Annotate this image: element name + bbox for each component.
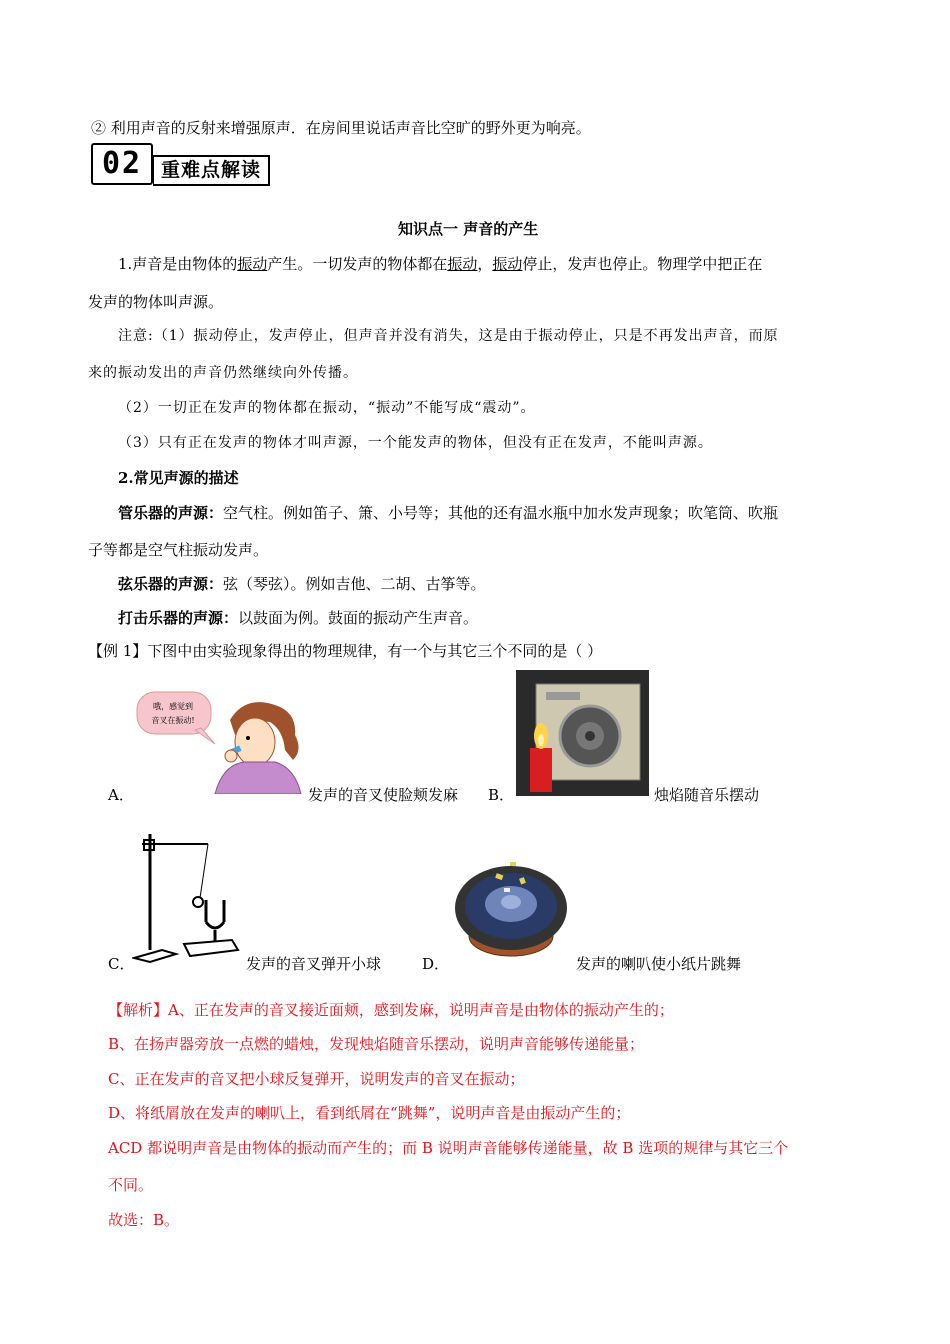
option-a-letter: A． [108, 786, 134, 804]
option-c-text: 发声的音叉弹开小球 [246, 955, 382, 973]
paragraph-1-cont: 发声的物体叫声源。 [88, 293, 224, 311]
analysis-line-5: ACD 都说明声音是由物体的振动而产生的；而 B 说明声音能够传递能量，故 B 选项的规律与其它三个 [108, 1139, 789, 1157]
note-1b: 来的振动发出的声音仍然继续向外传播。 [88, 365, 358, 381]
p1-text-e: 停止，发声也停止。物理学中把正在 [522, 255, 763, 273]
heading-2: 2.常见声源的描述 [118, 469, 239, 487]
kp1-title: 知识点一 声音的产生 [398, 220, 539, 238]
note-2: （2）一切正在发声的物体都在振动，“振动”不能写成“震动”。 [118, 400, 536, 416]
note-1a: 注意:（1）振动停止，发声停止，但声音并没有消失，这是由于振动停止，只是不再发出声音，而原 [118, 328, 779, 344]
p1-text-d: ， [477, 255, 493, 273]
section-number: 02 [91, 143, 153, 185]
wind-label: 管乐器的声源： [118, 504, 224, 522]
p1-text-a: 1.声音是由物体的 [118, 255, 238, 273]
percussion-label: 打击乐器的声源： [118, 609, 239, 627]
analysis-line-1: 【解析】A、正在发声的音叉接近面颊，感到发麻，说明声音是由物体的振动产生的； [108, 1001, 674, 1019]
wind-text: 空气柱。例如笛子、箫、小号等；其他的还有温水瓶中加水发声现象；吹笔筒、吹瓶 [223, 504, 779, 522]
option-b-letter: B． [488, 786, 515, 804]
option-c-letter: C． [108, 955, 135, 973]
p1-blank-3: 振动 [492, 255, 523, 273]
percussion-line [118, 607, 478, 628]
speaker-candle-image [516, 670, 649, 796]
option-d-letter: D． [422, 955, 450, 973]
analysis-line-2: B、在扬声器旁放一点燃的蜡烛，发现烛焰随音乐摆动，说明声音能够传递能量； [108, 1035, 645, 1053]
option-b-text: 烛焰随音乐摆动 [654, 786, 760, 804]
option-a-text: 发声的音叉使脸颊发麻 [308, 786, 459, 804]
string-label: 弦乐器的声源： [118, 575, 224, 593]
option-d-text: 发声的喇叭使小纸片跳舞 [576, 955, 742, 973]
p1-blank-1: 振动 [237, 255, 268, 273]
analysis-line-6: 不同。 [108, 1176, 154, 1194]
example-1: 【例 1】下图中由实验现象得出的物理规律，有一个与其它三个不同的是（ ） [88, 642, 603, 660]
paragraph-1 [118, 253, 762, 274]
analysis-answer: 故选：B。 [108, 1211, 180, 1229]
analysis-line-4: D、将纸屑放在发声的喇叭上，看到纸屑在“跳舞”，说明声音是由振动产生的； [108, 1104, 631, 1122]
tuning-fork-ball-image [132, 830, 242, 964]
analysis-line-3: C、正在发声的音叉把小球反复弹开，说明发声的音叉在振动； [108, 1070, 525, 1088]
string-text: 弦（琴弦）。例如吉他、二胡、古筝等。 [223, 575, 486, 593]
wind-line [118, 502, 778, 523]
wind-line-cont: 子等都是空气柱振动发声。 [88, 541, 269, 559]
p1-text-c: 产生。一切发声的物体都在 [267, 255, 448, 273]
note-3: （3）只有正在发声的物体才叫声源，一个能发声的物体，但没有正在发声，不能叫声源。 [118, 435, 713, 451]
bubble-line-1: 哦，感觉到 [153, 702, 193, 711]
top-line: ② 利用声音的反射来增强原声．在房间里说话声音比空旷的野外更为响亮。 [91, 119, 591, 137]
percussion-text: 以鼓面为例。鼓面的振动产生声音。 [238, 609, 479, 627]
bubble-line-2: 音叉在振动! [151, 716, 195, 725]
girl-tuning-fork-image [135, 690, 303, 794]
section-title: 重难点解读 [153, 155, 270, 186]
string-line [118, 573, 486, 594]
loudspeaker-paper-image [452, 854, 570, 960]
p1-blank-2: 振动 [447, 255, 478, 273]
